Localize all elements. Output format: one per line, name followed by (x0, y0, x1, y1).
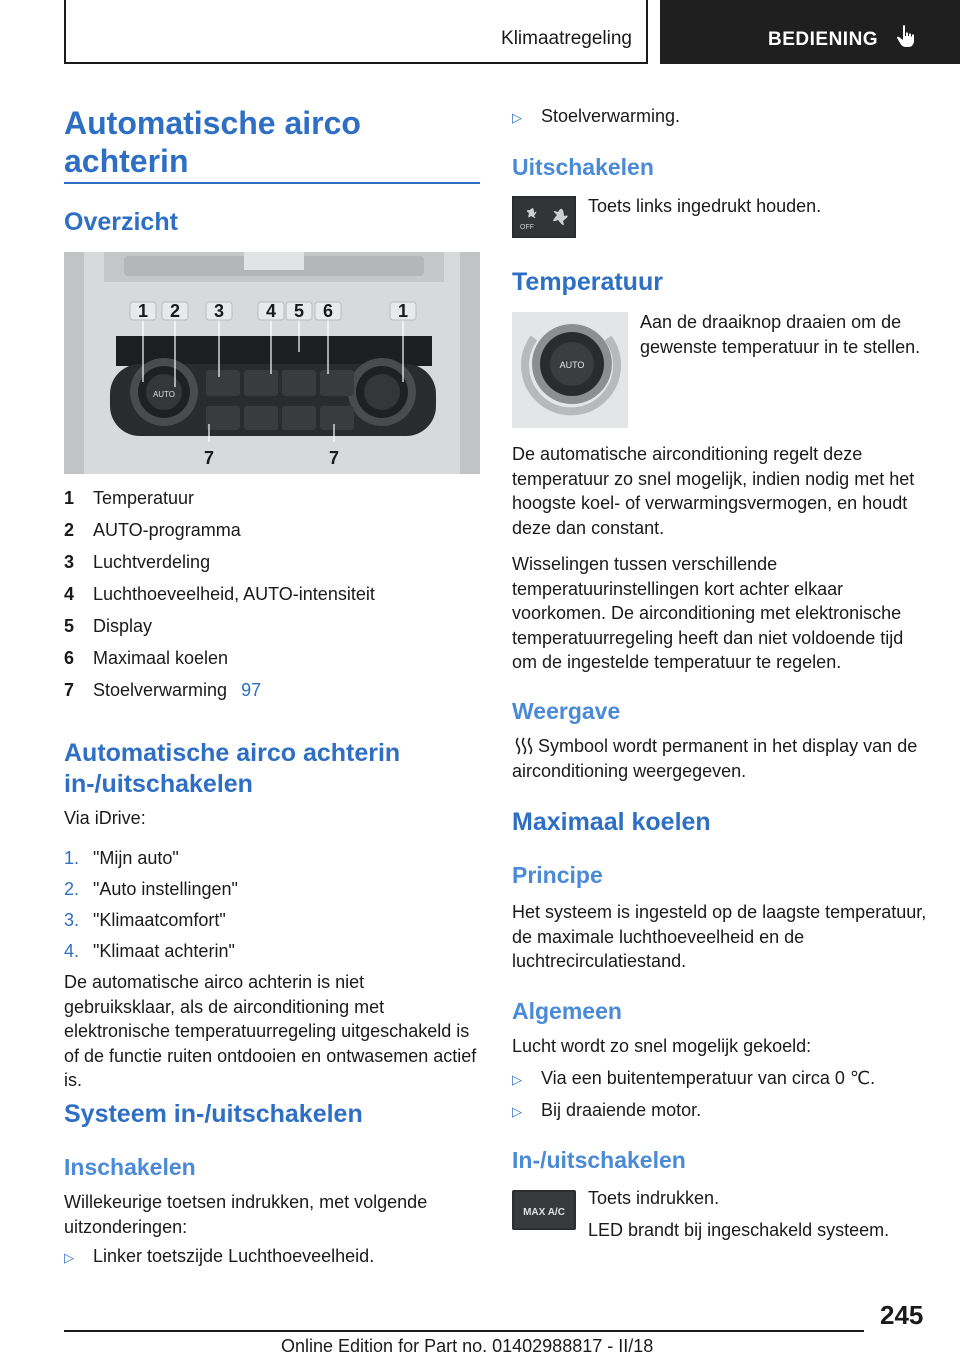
bullet-triangle-icon: ▷ (512, 1104, 522, 1119)
onoff-text-1: Toets indrukken. (588, 1188, 720, 1208)
condition-item (512, 1100, 701, 1121)
step-number: 4. (64, 941, 80, 961)
rear-climate-panel-image (64, 252, 480, 474)
off-fan-button-image (512, 196, 576, 238)
callout-1b: 1 (397, 301, 409, 321)
callout-1a: 1 (137, 301, 149, 321)
temperature-knob-image (512, 312, 628, 428)
legend-label: AUTO-programma (93, 520, 241, 540)
step-text: "Klimaat achterin" (93, 941, 235, 961)
callout-7a: 7 (203, 448, 215, 468)
step-text: "Mijn auto" (93, 848, 179, 868)
system-heading: Systeem in-/uitschakelen (64, 1100, 363, 1128)
legend-label: Display (93, 616, 153, 636)
condition-item (512, 1068, 875, 1089)
step-number: 3. (64, 910, 80, 930)
exception-text: Linker toetszijde Luchthoeveelheid. (93, 1246, 375, 1266)
title-underline (64, 182, 480, 184)
legend-label: Temperatuur (93, 488, 195, 508)
condition-text: Bij draaiende motor. (541, 1100, 702, 1120)
switch-on-text: Willekeurige toetsen indrukken, met volgende uitzonderingen: (64, 1192, 428, 1237)
panel-auto-label: AUTO (152, 390, 176, 399)
knob-instruction: Aan de draaiknop draaien om de gewenste temperatuur in te stellen. (640, 312, 921, 357)
general-heading: Algemeen (512, 998, 622, 1024)
legend-label: Maximaal koelen (93, 648, 229, 668)
callout-6: 6 (322, 301, 334, 321)
legend-label: Luchtverdeling (93, 552, 211, 572)
callout-7b: 7 (328, 448, 340, 468)
condition-text: Via een buitentemperatuur van circa 0 ℃. (541, 1068, 876, 1088)
max-cooling-heading: Maximaal koelen (512, 808, 711, 836)
knob-auto-label: AUTO (559, 360, 585, 370)
legend-number: 5 (64, 616, 75, 636)
header-chapter-label: BEDIENING (768, 29, 879, 50)
legend-label-text: Stoelverwarming (93, 680, 228, 700)
temperature-para-1: De automatische airconditioning regelt deze temperatuur zo snel mogelijk, indien nodig met het hoogste koel- of verwarmingsvermogen, en houdt deze dan constant. (512, 444, 915, 538)
legend-label: Luchthoeveelheid, AUTO-intensiteit (93, 584, 375, 604)
legend-number: 1 (64, 488, 75, 508)
exception-item (512, 106, 680, 127)
display-text: Symbool wordt permanent in het display van de airconditioning weergegeven. (512, 736, 918, 781)
exception-text: Stoelverwarming. (541, 106, 681, 126)
page-reference-link[interactable]: 97 (241, 680, 262, 700)
legend-number: 2 (64, 520, 75, 540)
off-label: OFF (520, 224, 534, 231)
overview-heading: Overzicht (64, 208, 178, 236)
step-number: 2. (64, 879, 80, 899)
display-heading: Weergave (512, 698, 621, 724)
callout-3: 3 (213, 301, 225, 321)
switch-heading: Automatische airco achterin in-/uitschakelen (64, 739, 401, 798)
page-number: 245 (880, 1300, 924, 1330)
onoff-text-2: LED brandt bij ingeschakeld systeem. (588, 1220, 890, 1240)
principle-heading: Principe (512, 862, 603, 888)
step-text: "Klimaatcomfort" (93, 910, 226, 930)
bullet-triangle-icon: ▷ (512, 1072, 522, 1087)
max-ac-button-image (512, 1190, 576, 1230)
principle-text: Het systeem is ingesteld op de laagste temperatuur, de maximale luchthoeveelheid en de luchtrecirculatiestand. (512, 902, 927, 971)
callout-2: 2 (169, 301, 181, 321)
temperature-para-2: Wisselingen tussen verschillende temperatuurinstellingen kort achter elkaar voorkomen. De airconditioning met elektronische temperatuurregeling heeft dan niet voldoende tijd om de ingestelde temperatuur te regelen. (512, 554, 904, 672)
bullet-triangle-icon: ▷ (512, 110, 522, 125)
footer-divider (64, 1330, 864, 1332)
footer-edition: Online Edition for Part no. 01402988817 - II/18 (281, 1336, 654, 1356)
temperature-heading: Temperatuur (512, 268, 663, 296)
legend-number: 3 (64, 552, 75, 572)
callout-5: 5 (293, 301, 305, 321)
legend-number: 4 (64, 584, 75, 604)
header-section-box (64, 0, 648, 64)
switch-off-heading: Uitschakelen (512, 154, 654, 180)
pointing-hand-icon (896, 24, 918, 48)
step-number: 1. (64, 848, 80, 868)
legend-label (93, 680, 261, 701)
max-ac-label: MAX A/C (523, 1207, 565, 1218)
header-chapter-tab[interactable] (660, 0, 960, 64)
exception-item (64, 1246, 374, 1267)
general-text: Lucht wordt zo snel mogelijk gekoeld: (512, 1036, 812, 1056)
page-title: Automatische airco achterin (64, 105, 361, 179)
callout-4: 4 (265, 301, 277, 321)
step-text: "Auto instellingen" (93, 879, 238, 899)
availability-note: De automatische airco achterin is niet gebruiksklaar, als de airconditioning met elektronische temperatuurregeling uitgeschakeld is of de functie ruiten ontdooien en ontwasemen actief is. (64, 972, 477, 1090)
legend-number: 6 (64, 648, 75, 668)
onoff-heading: In-/uitschakelen (512, 1147, 686, 1173)
via-idrive-label: Via iDrive: (64, 808, 146, 828)
switch-off-text: Toets links ingedrukt houden. (588, 196, 822, 216)
bullet-triangle-icon: ▷ (64, 1250, 74, 1265)
switch-on-heading: Inschakelen (64, 1154, 196, 1180)
header-section-title: Klimaatregeling (501, 28, 632, 49)
legend-number: 7 (64, 680, 75, 700)
